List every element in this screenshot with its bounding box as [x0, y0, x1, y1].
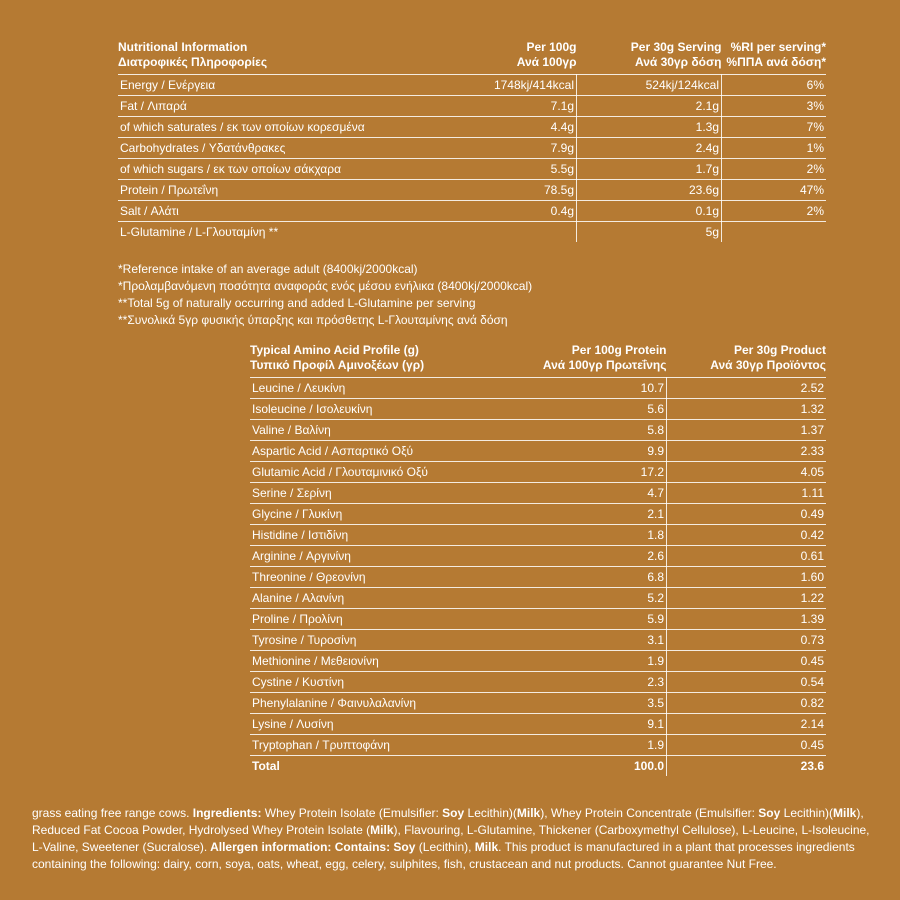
nutrient-ri: [722, 222, 827, 243]
amino-per30: 1.39: [667, 609, 827, 630]
amino-row: [250, 462, 826, 483]
allergen-soy: Soy: [442, 806, 465, 820]
amino-row: [250, 630, 826, 651]
amino-header-per30-en: Per 30g Product: [733, 343, 826, 357]
allergen-milk: Milk: [516, 806, 541, 820]
amino-per30: 0.61: [667, 546, 827, 567]
amino-row: [250, 588, 826, 609]
nutrient-name: of which sugars / εκ των οποίων σάκχαρα: [118, 159, 447, 180]
amino-name: Glutamic Acid / Γλουταμινικό Οξύ: [250, 462, 500, 483]
amino-per30: 0.45: [667, 735, 827, 756]
ingredients-part-4: Lecithin)(: [780, 806, 833, 820]
nutrition-row: [118, 222, 826, 243]
amino-name: Glycine / Γλυκίνη: [250, 504, 500, 525]
allergen-milk: Milk: [370, 823, 394, 837]
amino-per100: 4.7: [500, 483, 667, 504]
nutrient-per100: [447, 222, 577, 243]
amino-per100: 5.2: [500, 588, 667, 609]
amino-acid-table: [250, 343, 826, 776]
nutrient-per100: 7.9g: [447, 138, 577, 159]
nutrition-row: [118, 75, 826, 96]
amino-name: Phenylalanine / Φαινυλαλανίνη: [250, 693, 500, 714]
amino-per30: 1.60: [667, 567, 827, 588]
nutrition-row: [118, 117, 826, 138]
amino-name: Threonine / Θρεονίνη: [250, 567, 500, 588]
nutrition-header-per100-gr: Ανά 100γρ: [516, 55, 577, 69]
nutrient-ri: 2%: [722, 201, 827, 222]
amino-per30: 0.82: [667, 693, 827, 714]
amino-header-per30: [667, 343, 827, 377]
amino-row: [250, 714, 826, 735]
amino-header-label-gr: Τυπικό Προφίλ Αμινοξέων (γρ): [250, 358, 425, 372]
nutrient-name: Carbohydrates / Υδατάνθρακες: [118, 138, 447, 159]
nutrient-per30: 1.3g: [577, 117, 722, 138]
footnote-ri-gr: *Προλαμβανόμενη ποσότητα αναφοράς ενός μέσου ενήλικα (8400kj/2000kcal): [118, 279, 533, 293]
amino-per100: 3.1: [500, 630, 667, 651]
amino-name: Lysine / Λυσίνη: [250, 714, 500, 735]
nutrient-per100: 78.5g: [447, 180, 577, 201]
amino-per100: 6.8: [500, 567, 667, 588]
amino-per100: 9.9: [500, 441, 667, 462]
nutrition-header-row: [118, 40, 826, 74]
ingredients-part-3: ), Whey Protein Concentrate (Emulsifier:: [540, 806, 759, 820]
nutrition-header-label-en: Nutritional Information: [118, 40, 248, 54]
nutrition-table: [118, 40, 826, 242]
nutrient-per30: 2.1g: [577, 96, 722, 117]
amino-row: [250, 441, 826, 462]
nutrition-header-ri: [722, 40, 827, 74]
amino-name: Arginine / Αργινίνη: [250, 546, 500, 567]
ingredients-part-2: Lecithin)(: [464, 806, 517, 820]
amino-row: [250, 735, 826, 756]
amino-total-row: [250, 756, 826, 777]
ingredients-lead: grass eating free range cows.: [32, 806, 190, 820]
amino-row: [250, 693, 826, 714]
nutrition-header-per30: [577, 40, 722, 74]
ingredients-part-8: . This product is manufactured in a plant that processes ingredients containing the following: dairy, corn, soya, oats, wheat, egg, celery, sulphites, fish, crustacean and nut products. Cannot guarantee Nut Free.: [32, 840, 855, 871]
footnote-glutamine-gr: **Συνολικά 5γρ φυσικής ύπαρξης και πρόσθετης L-Γλουταμίνης ανά δόση: [118, 313, 508, 327]
amino-name: Isoleucine / Ισολευκίνη: [250, 399, 500, 420]
nutrition-header-label-gr: Διατροφικές Πληροφορίες: [118, 55, 268, 69]
amino-name: Proline / Προλίνη: [250, 609, 500, 630]
nutrition-header-ri-gr: %ΠΠΑ ανά δόση*: [726, 55, 826, 69]
footnote-glutamine-en: **Total 5g of naturally occurring and added L-Glutamine per serving: [118, 296, 476, 310]
amino-per100: 10.7: [500, 378, 667, 399]
nutrition-row: [118, 96, 826, 117]
ingredients-text: [32, 805, 874, 873]
nutrient-per100: 4.4g: [447, 117, 577, 138]
amino-row: [250, 420, 826, 441]
amino-header-per100-gr: Ανά 100γρ Πρωτεΐνης: [542, 358, 667, 372]
amino-per30: 1.11: [667, 483, 827, 504]
amino-name: Tyrosine / Τυροσίνη: [250, 630, 500, 651]
amino-per30: 1.22: [667, 588, 827, 609]
amino-row: [250, 483, 826, 504]
amino-per100: 1.9: [500, 735, 667, 756]
nutrition-header-ri-en: %RI per serving*: [730, 40, 826, 54]
amino-per30: 0.54: [667, 672, 827, 693]
nutrient-name: Salt / Αλάτι: [118, 201, 447, 222]
amino-row: [250, 504, 826, 525]
nutrient-per100: 7.1g: [447, 96, 577, 117]
amino-header-label: [250, 343, 500, 377]
amino-name: Histidine / Ιστιδίνη: [250, 525, 500, 546]
amino-name: Alanine / Αλανίνη: [250, 588, 500, 609]
amino-header-label-en: Typical Amino Acid Profile (g): [250, 343, 419, 357]
nutrition-row: [118, 138, 826, 159]
nutrition-row: [118, 201, 826, 222]
nutrient-per100: 5.5g: [447, 159, 577, 180]
nutrient-ri: 1%: [722, 138, 827, 159]
amino-per30: 2.14: [667, 714, 827, 735]
amino-name: Methionine / Μεθειονίνη: [250, 651, 500, 672]
amino-row: [250, 399, 826, 420]
nutrient-per30: 1.7g: [577, 159, 722, 180]
allergen-milk: Milk: [474, 840, 499, 854]
allergen-information-label: Allergen information: Contains: Soy: [207, 840, 416, 854]
nutrition-header-per30-en: Per 30g Serving: [630, 40, 722, 54]
amino-row: [250, 378, 826, 399]
nutrient-per100: 0.4g: [447, 201, 577, 222]
amino-per30: 2.33: [667, 441, 827, 462]
amino-per30: 1.37: [667, 420, 827, 441]
amino-per100: 5.6: [500, 399, 667, 420]
nutrient-per30: 2.4g: [577, 138, 722, 159]
allergen-soy: Soy: [758, 806, 781, 820]
nutrient-ri: 3%: [722, 96, 827, 117]
amino-row: [250, 546, 826, 567]
ingredients-part-6: ), Flavouring, L-Glutamine, Thickener (Carboxymethyl Cellulose), L-Leucine, L-Isoleucine, L-Valine, Sweetener (Sucralose).: [32, 823, 870, 854]
amino-row: [250, 651, 826, 672]
amino-name: Tryptophan / Τρυπτοφάνη: [250, 735, 500, 756]
ingredients-label: Ingredients:: [192, 806, 262, 820]
nutrient-per30: 5g: [577, 222, 722, 243]
nutrient-ri: 6%: [722, 75, 827, 96]
nutrient-per30: 0.1g: [577, 201, 722, 222]
amino-per30: 1.32: [667, 399, 827, 420]
amino-row: [250, 672, 826, 693]
amino-header-per30-gr: Ανά 30γρ Προϊόντος: [710, 358, 826, 372]
amino-name: Aspartic Acid / Ασπαρτικό Οξύ: [250, 441, 500, 462]
nutrient-per30: 524kj/124kcal: [577, 75, 722, 96]
amino-per100: 2.6: [500, 546, 667, 567]
amino-header-per100: [500, 343, 667, 377]
amino-per100: 5.9: [500, 609, 667, 630]
nutrition-header-label: [118, 40, 447, 74]
amino-header-per100-en: Per 100g Protein: [571, 343, 667, 357]
amino-per30: 0.42: [667, 525, 827, 546]
nutrient-name: Fat / Λιπαρά: [118, 96, 447, 117]
nutrient-name: Protein / Πρωτεΐνη: [118, 180, 447, 201]
amino-table-body: [250, 378, 826, 756]
amino-per100: 1.9: [500, 651, 667, 672]
amino-name: Valine / Βαλίνη: [250, 420, 500, 441]
nutrient-name: L-Glutamine / L-Γλουταμίνη **: [120, 225, 279, 239]
amino-per30: 0.73: [667, 630, 827, 651]
amino-per30: 0.45: [667, 651, 827, 672]
amino-name: Cystine / Κυστίνη: [250, 672, 500, 693]
amino-row: [250, 525, 826, 546]
footnote-ri-en: *Reference intake of an average adult (8400kj/2000kcal): [118, 262, 418, 276]
amino-row: [250, 609, 826, 630]
amino-per30: 2.52: [667, 378, 827, 399]
ingredients-part-7: (Lecithin),: [415, 840, 475, 854]
footnotes: [118, 261, 532, 329]
nutrition-header-per30-gr: Ανά 30γρ δόση: [634, 55, 722, 69]
amino-per100: 1.8: [500, 525, 667, 546]
nutrition-header-per100: [447, 40, 577, 74]
nutrient-ri: 2%: [722, 159, 827, 180]
amino-per100: 17.2: [500, 462, 667, 483]
amino-header-row: [250, 343, 826, 377]
amino-per30: 0.49: [667, 504, 827, 525]
nutrient-per30: 23.6g: [577, 180, 722, 201]
allergen-milk: Milk: [833, 806, 857, 820]
ingredients-part-1: Whey Protein Isolate (Emulsifier:: [261, 806, 443, 820]
amino-row: [250, 567, 826, 588]
nutrition-row: [118, 180, 826, 201]
amino-per100: 3.5: [500, 693, 667, 714]
amino-per100: 9.1: [500, 714, 667, 735]
nutrient-ri: 7%: [722, 117, 827, 138]
amino-per30: 4.05: [667, 462, 827, 483]
amino-total-label: Total: [252, 759, 280, 773]
amino-per100: 2.3: [500, 672, 667, 693]
nutrition-row: [118, 159, 826, 180]
nutrient-name: Energy / Ενέργεια: [118, 75, 447, 96]
nutrient-ri: 47%: [722, 180, 827, 201]
amino-name: Serine / Σερίνη: [250, 483, 500, 504]
nutrition-header-per100-en: Per 100g: [526, 40, 577, 54]
amino-per100: 5.8: [500, 420, 667, 441]
nutrition-table-body: [118, 75, 826, 243]
amino-per100: 2.1: [500, 504, 667, 525]
nutrient-per100: 1748kj/414kcal: [447, 75, 577, 96]
ingredients-part-5: ), Reduced Fat Cocoa Powder, Hydrolysed Whey Protein Isolate (: [32, 806, 864, 837]
amino-name: Leucine / Λευκίνη: [250, 378, 500, 399]
amino-total-per30: 23.6: [800, 759, 824, 773]
nutrient-name: of which saturates / εκ των οποίων κορεσμένα: [118, 117, 447, 138]
amino-total-per100: 100.0: [500, 756, 667, 777]
